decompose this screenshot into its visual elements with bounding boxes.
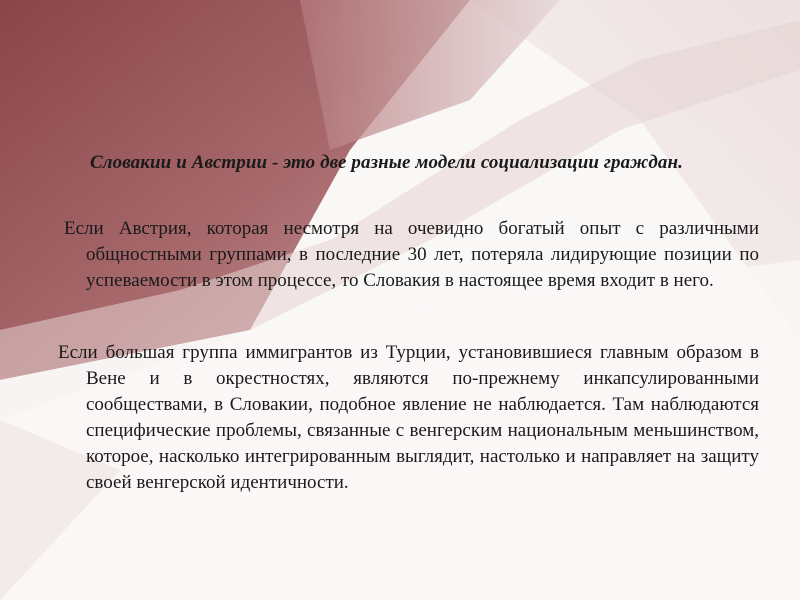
slide-heading: Словакии и Австрии - это две разные модели социализации граждан.	[90, 152, 684, 173]
paragraph-austria: Если Австрия, которая несмотря на очевидно богатый опыт с различными общностными группами, в последние 30 лет, потеряла лидирующие позиции по успеваемости в этом процессе, то Словакия в настоящее время входит в него.	[64, 218, 759, 291]
paragraph-immigrants: Если большая группа иммигрантов из Турции, установившиеся главным образом в Вене и в окрестностях, являются по-прежнему инкапсулированными сообществами, в Словакии, подобное явление не наблюдается. Там наблюдаются специфические проблемы, связанные с венгерским национальным меньшинством, которое, насколько интегрированным выглядит, настолько и направляет на защиту своей венгерской идентичности.	[58, 342, 759, 493]
